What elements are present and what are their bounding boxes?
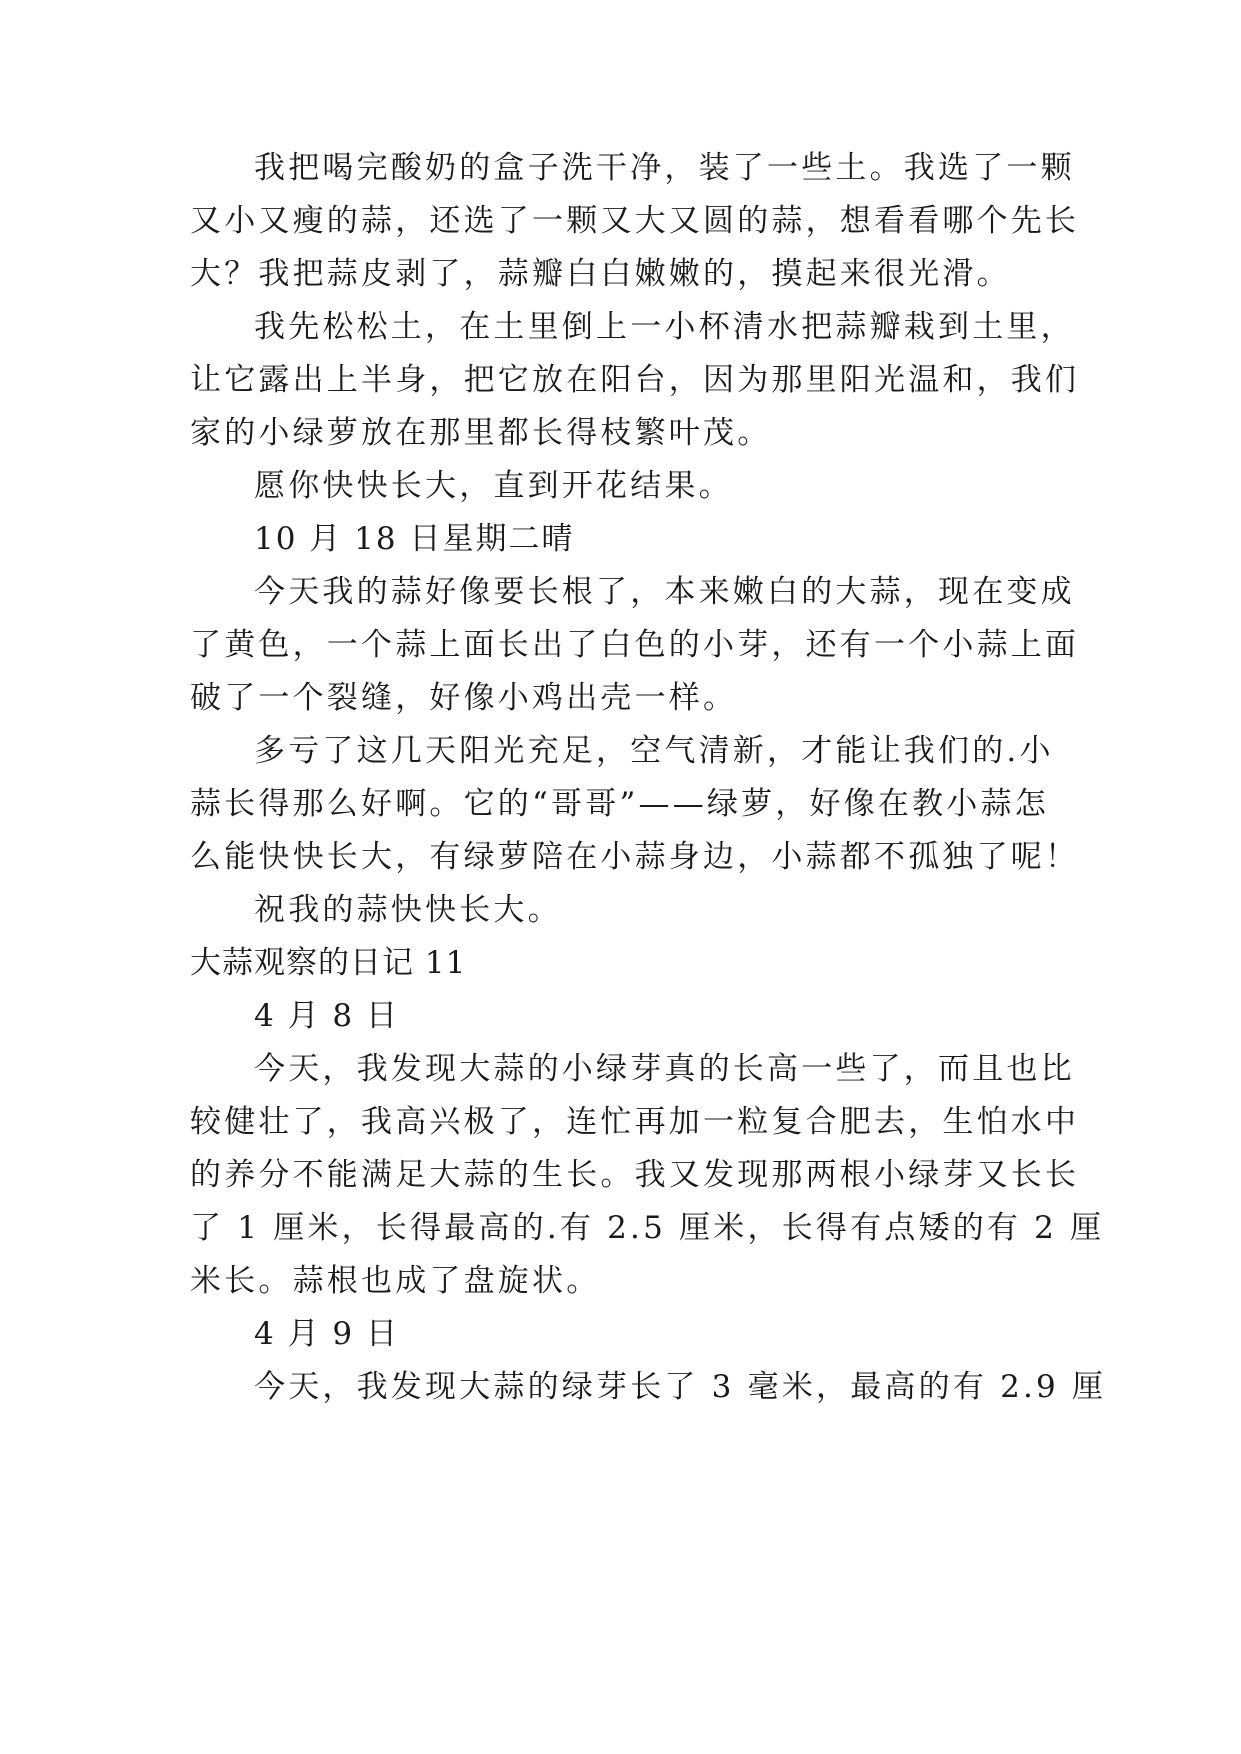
paragraph-line: 的养分不能满足大蒜的生长。我又发现那两根小绿芽又长长	[190, 1157, 1080, 1193]
paragraph-line: 米长。蒜根也成了盘旋状。	[190, 1263, 601, 1299]
paragraph-line: 了黄色，一个蒜上面长出了白色的小芽，还有一个小蒜上面	[190, 627, 1080, 663]
paragraph-line: 蒜长得那么好啊。它的“哥哥”——绿萝，好像在教小蒜怎	[190, 786, 1049, 822]
paragraph-line: 祝我的蒜快快长大。	[254, 892, 562, 928]
paragraph-line: 较健壮了，我高兴极了，连忙再加一粒复合肥去，生怕水中	[190, 1104, 1080, 1140]
paragraph-line: 了 1 厘米，长得最高的.有 2.5 厘米，长得有点矮的有 2 厘	[190, 1210, 1105, 1246]
paragraph-line: 大？我把蒜皮剥了，蒜瓣白白嫩嫩的，摸起来很光滑。	[190, 256, 1011, 292]
section-heading: 大蒜观察的日记 11	[190, 945, 467, 981]
paragraph-line: 破了一个裂缝，好像小鸡出壳一样。	[190, 680, 738, 716]
paragraph-line: 愿你快快长大，直到开花结果。	[254, 468, 733, 504]
paragraph-line: 我先松松土，在土里倒上一小杯清水把蒜瓣栽到土里，	[254, 309, 1075, 345]
paragraph-line: 我把喝完酸奶的盒子洗干净，装了一些土。我选了一颗	[254, 150, 1075, 186]
paragraph-line: 让它露出上半身，把它放在阳台，因为那里阳光温和，我们	[190, 362, 1080, 398]
diary-date: 4 月 9 日	[254, 1316, 400, 1352]
paragraph-line: 么能快快长大，有绿萝陪在小蒜身边，小蒜都不孤独了呢！	[190, 839, 1080, 875]
paragraph-line: 今天我的蒜好像要长根了，本来嫩白的大蒜，现在变成	[254, 574, 1075, 610]
paragraph-line: 今天，我发现大蒜的小绿芽真的长高一些了，而且也比	[254, 1051, 1075, 1087]
paragraph-line: 家的小绿萝放在那里都长得枝繁叶茂。	[190, 415, 772, 451]
paragraph-line: 今天，我发现大蒜的绿芽长了 3 毫米，最高的有 2.9 厘	[254, 1369, 1107, 1405]
paragraph-line: 多亏了这几天阳光充足，空气清新，才能让我们的.小	[254, 733, 1054, 769]
diary-date: 10 月 18 日星期二晴	[254, 521, 575, 557]
diary-date: 4 月 8 日	[254, 998, 400, 1034]
paragraph-line: 又小又瘦的蒜，还选了一颗又大又圆的蒜，想看看哪个先长	[190, 203, 1080, 239]
